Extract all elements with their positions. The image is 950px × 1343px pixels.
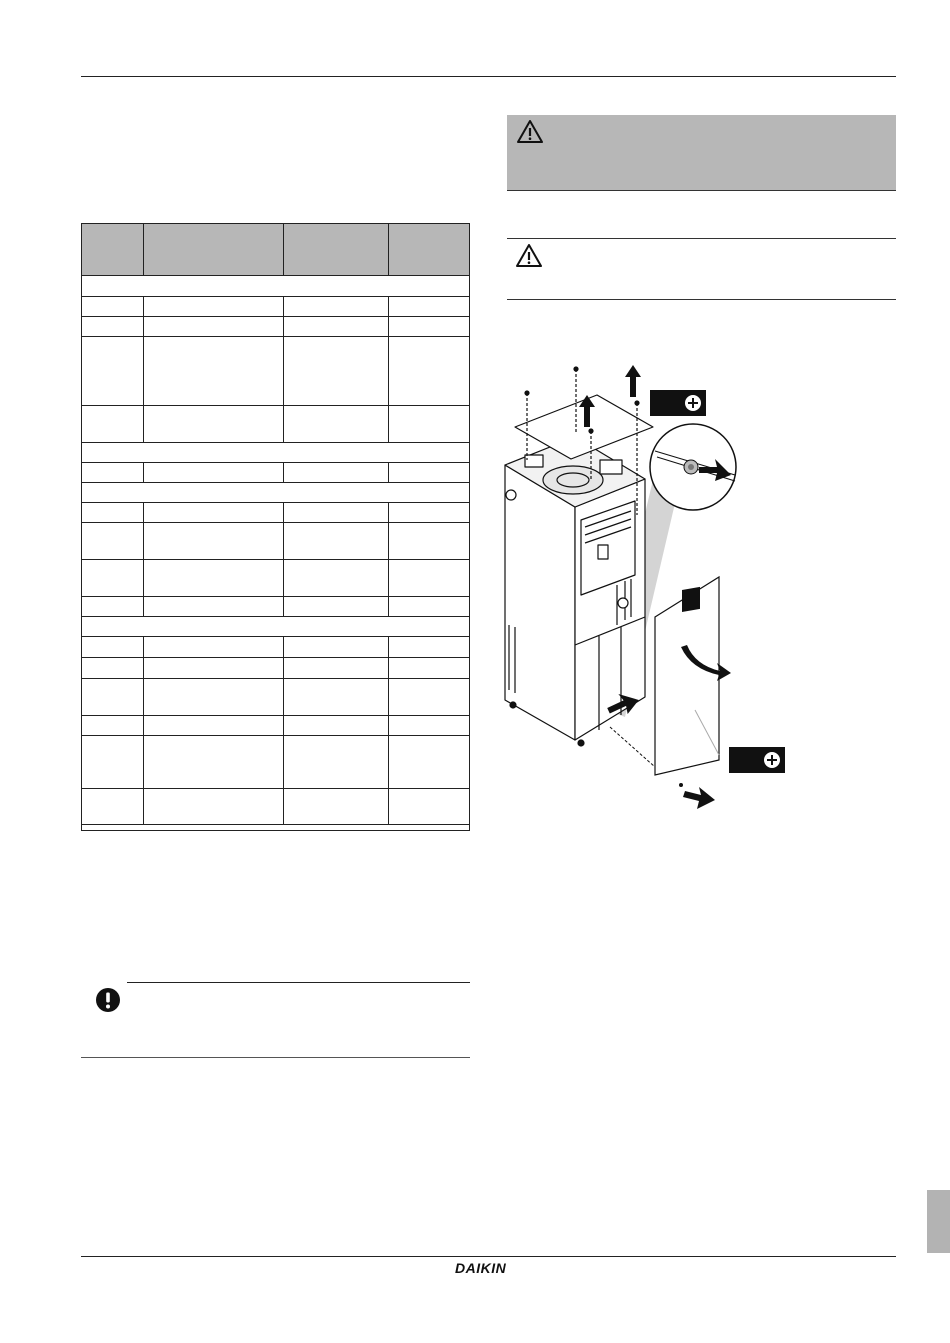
table-cell [81,716,143,736]
table-row [81,637,470,658]
table-section-cell [81,276,470,297]
panel-removal-illustration [495,355,805,815]
table-cell [143,658,283,679]
table-cell [388,637,470,658]
table-header-cell [283,223,388,276]
table-cell [143,317,283,337]
table-row [81,597,470,617]
table-cell [81,503,143,523]
table-cell [388,658,470,679]
table-cell [283,560,388,597]
table-cell [81,317,143,337]
table-row [81,463,470,483]
table-body [81,276,470,825]
chapter-thumb-tab [927,1190,950,1253]
table-cell [143,337,283,406]
table-cell [143,597,283,617]
table-row [81,679,470,716]
table-cell [283,317,388,337]
table-cell [283,297,388,317]
table-header-cell [81,223,143,276]
table-cell [283,337,388,406]
table-row [81,297,470,317]
note-bottom-rule [81,1057,470,1058]
exclamation-circle-icon [95,987,121,1013]
table-section-cell [81,443,470,463]
table-row [81,337,470,406]
table-cell [81,679,143,716]
footer-rule [81,1256,896,1257]
table-cell [388,560,470,597]
table-cell [283,503,388,523]
table-cell [81,560,143,597]
table-cell [283,789,388,825]
table-cell [143,523,283,560]
table-cell [388,337,470,406]
table-row [81,560,470,597]
table-cell [81,597,143,617]
table-cell [388,297,470,317]
screwdriver-badge [729,747,785,773]
header-rule [81,76,896,77]
table-header-row [81,223,470,276]
lift-arrow-icon [625,365,641,397]
table-cell [283,637,388,658]
table-section-row [81,483,470,503]
table-cell [143,503,283,523]
table-row [81,716,470,736]
table-cell [81,463,143,483]
table-cell [81,523,143,560]
table-cell [388,789,470,825]
warning-triangle-icon [516,119,544,144]
table-cell [388,716,470,736]
table-cell [283,679,388,716]
table-cell [388,679,470,716]
table-row [81,523,470,560]
table-cell [81,406,143,443]
table-cell [81,637,143,658]
table-cell [143,560,283,597]
table-cell [388,503,470,523]
table-row [81,658,470,679]
table-cell [283,716,388,736]
table-header-cell [143,223,283,276]
table-cell [283,523,388,560]
table-cell [143,463,283,483]
table-section-row [81,276,470,297]
note-top-rule [127,982,470,983]
zoom-detail-circle [650,424,736,510]
screwdriver-badge [650,390,706,416]
table-cell [283,406,388,443]
table-section-row [81,443,470,463]
note-box [81,982,470,1058]
table-cell [143,736,283,789]
table-cell [388,317,470,337]
warning-triangle-icon [515,243,543,268]
step-number: 3 [684,628,691,642]
table-row [81,406,470,443]
table-cell [143,406,283,443]
table-cell [388,736,470,789]
table-cell [81,736,143,789]
table-cell [388,406,470,443]
warning-box-1 [507,115,896,191]
table-row [81,736,470,789]
table-section-cell [81,483,470,503]
table-section-row [81,617,470,637]
table-cell [143,297,283,317]
table-cell [283,597,388,617]
unit-left-face [505,465,575,740]
table-cell [283,736,388,789]
table-cell [388,463,470,483]
table-cell [81,658,143,679]
table-cell [143,789,283,825]
table-header-cell [388,223,470,276]
table-cell [283,658,388,679]
table-section-cell [81,617,470,637]
warning-box-2 [507,238,896,300]
daikin-logo [455,1260,525,1276]
table-row [81,503,470,523]
table-row [81,789,470,825]
table-cell [81,337,143,406]
pull-arrow-icon [683,787,715,809]
table-cell [81,789,143,825]
table-cell [388,523,470,560]
table-cell [143,716,283,736]
table-cell [388,597,470,617]
table-cell [283,463,388,483]
table-cell [81,297,143,317]
table-cell [143,679,283,716]
table-cell [143,637,283,658]
specification-table [81,223,470,825]
table-row [81,317,470,337]
svg-text:DAIKIN: DAIKIN [455,1260,507,1276]
